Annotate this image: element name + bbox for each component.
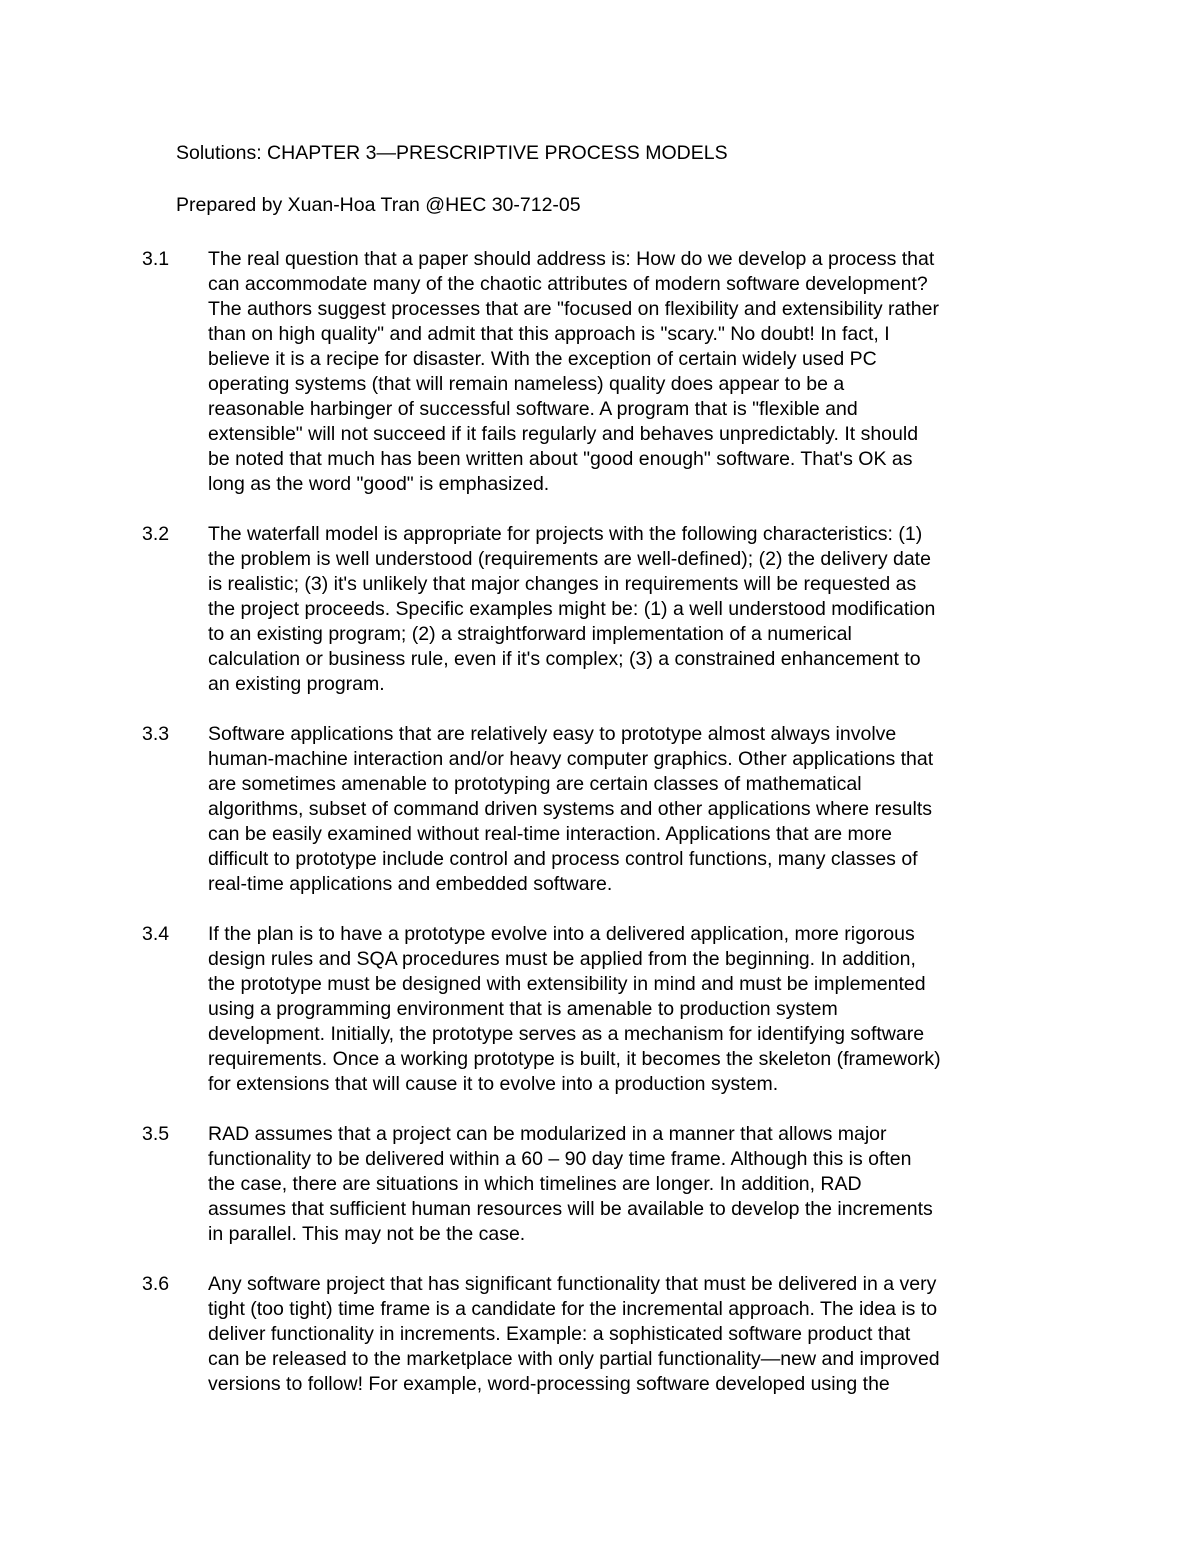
text-line: using a programming environment that is amenable to production system [208,998,838,1020]
text-line: If the plan is to have a prototype evolve into a delivered application, more rigorous [208,923,915,945]
text-line: can be released to the marketplace with only partial functionality—new and improved [208,1348,940,1370]
text-line: tight (too tight) time frame is a candidate for the incremental approach. The idea is to [208,1298,938,1320]
section-number: 3.2 [142,523,170,545]
text-line: functionality to be delivered within a 60 – 90 day time frame. Although this is often [208,1148,912,1170]
text-line: versions to follow! For example, word-processing software developed using the [208,1373,890,1395]
document-author: Prepared by Xuan-Hoa Tran @HEC 30-712-05 [176,194,581,216]
text-line: development. Initially, the prototype serves as a mechanism for identifying software [208,1023,925,1045]
text-line: RAD assumes that a project can be modularized in a manner that allows major [208,1123,887,1145]
text-line: for extensions that will cause it to evolve into a production system. [208,1073,779,1095]
text-line: The waterfall model is appropriate for projects with the following characteristics: (1) [208,523,923,545]
text-line: reasonable harbinger of successful software. A program that is "flexible and [208,398,858,420]
text-line: algorithms, subset of command driven systems and other applications where results [208,798,933,820]
section-body [208,922,1038,1097]
text-line: calculation or business rule, even if it's complex; (3) a constrained enhancement to [208,648,921,670]
text-line: the case, there are situations in which timelines are longer. In addition, RAD [208,1173,862,1195]
text-line: long as the word "good" is emphasized. [208,473,550,495]
section-body [208,1272,1038,1397]
text-line: design rules and SQA procedures must be applied from the beginning. In addition, [208,948,916,970]
text-line: can be easily examined without real-time interaction. Applications that are more [208,823,892,845]
text-line: Any software project that has significant functionality that must be delivered in a very [208,1273,937,1295]
text-line: is realistic; (3) it's unlikely that major changes in requirements will be requested as [208,573,917,595]
text-line: believe it is a recipe for disaster. With the exception of certain widely used PC [208,348,877,370]
text-line: The real question that a paper should address is: How do we develop a process that [208,248,935,270]
text-line: the prototype must be designed with extensibility in mind and must be implemented [208,973,926,995]
text-line: to an existing program; (2) a straightforward implementation of a numerical [208,623,852,645]
text-line: the project proceeds. Specific examples might be: (1) a well understood modification [208,598,936,620]
document-title: Solutions: CHAPTER 3—PRESCRIPTIVE PROCESS MODELS [176,142,728,164]
text-line: deliver functionality in increments. Example: a sophisticated software product that [208,1323,911,1345]
text-line: difficult to prototype include control and process control functions, many classes of [208,848,918,870]
text-line: operating systems (that will remain nameless) quality does appear to be a [208,373,845,395]
text-line: The authors suggest processes that are "focused on flexibility and extensibility rather [208,298,939,320]
text-line: human-machine interaction and/or heavy computer graphics. Other applications that [208,748,934,770]
text-line: extensible" will not succeed if it fails regularly and behaves unpredictably. It should [208,423,919,445]
section-body [208,247,1038,497]
section-body [208,522,1038,697]
section-number: 3.1 [142,248,170,270]
text-line: than on high quality" and admit that this approach is "scary." No doubt! In fact, I [208,323,890,345]
section-number: 3.5 [142,1123,170,1145]
text-line: are sometimes amenable to prototyping are certain classes of mathematical [208,773,862,795]
text-line: be noted that much has been written about "good enough" software. That's OK as [208,448,913,470]
text-line: real-time applications and embedded software. [208,873,613,895]
section-number: 3.6 [142,1273,170,1295]
text-line: an existing program. [208,673,385,695]
text-line: can accommodate many of the chaotic attributes of modern software development? [208,273,928,295]
text-line: assumes that sufficient human resources will be available to develop the increments [208,1198,933,1220]
text-line: Software applications that are relatively easy to prototype almost always involve [208,723,897,745]
text-line: in parallel. This may not be the case. [208,1223,526,1245]
text-line: the problem is well understood (requirements are well-defined); (2) the delivery date [208,548,931,570]
section-number: 3.3 [142,723,170,745]
section-number: 3.4 [142,923,170,945]
text-line: requirements. Once a working prototype is built, it becomes the skeleton (framework) [208,1048,941,1070]
section-body [208,722,1038,897]
section-body [208,1122,1038,1247]
